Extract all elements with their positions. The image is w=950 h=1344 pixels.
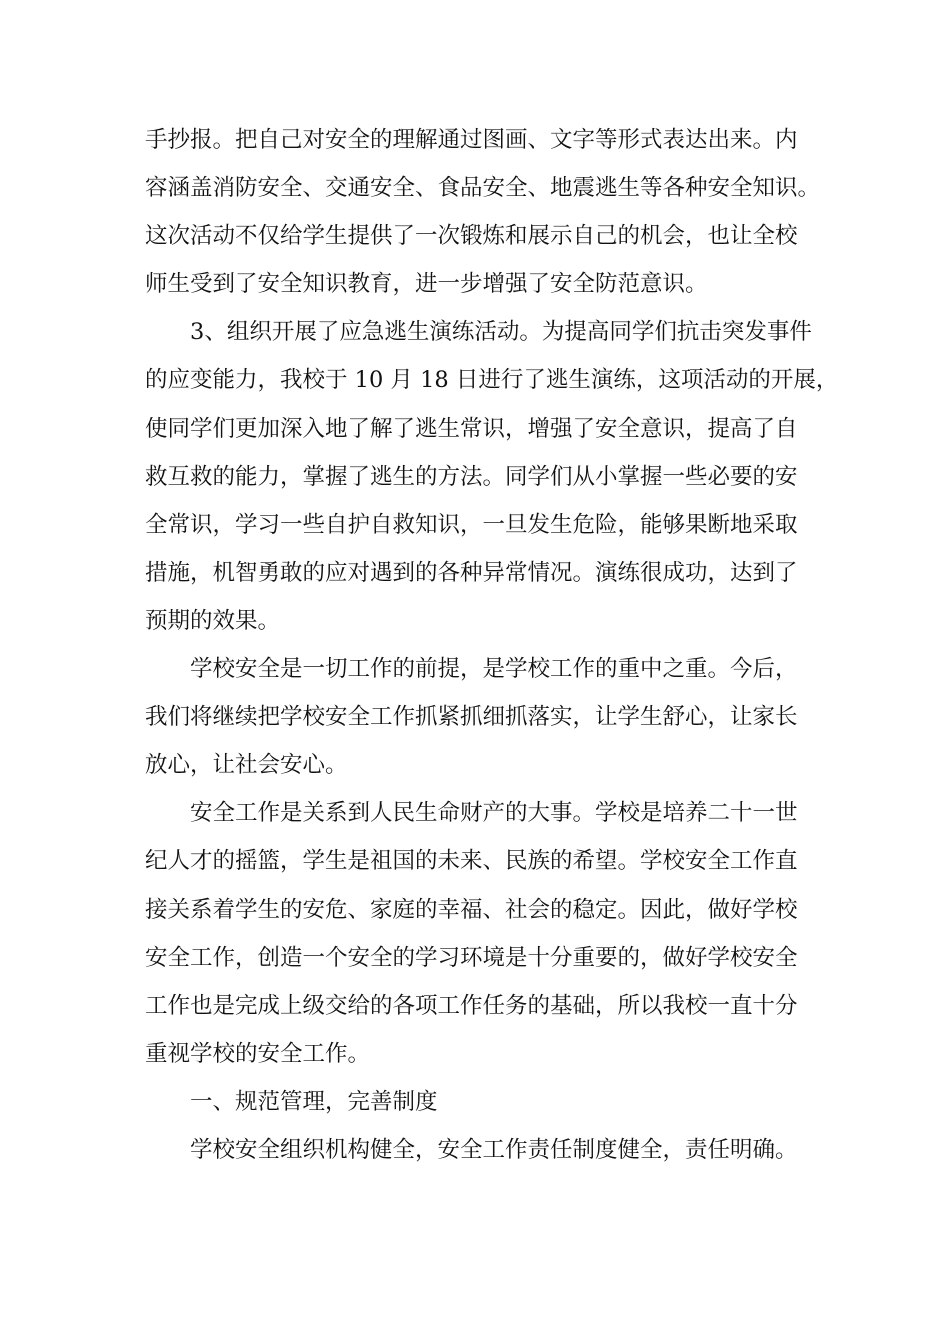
text-line: 重视学校的安全工作。	[145, 1040, 371, 1067]
document-body	[145, 116, 839, 1174]
text-line: 预期的效果。	[145, 607, 281, 634]
text-line: 全常识，学习一些自护自救知识，一旦发生危险，能够果断地采取	[145, 511, 798, 538]
text-line: 工作也是完成上级交给的各项工作任务的基础，所以我校一直十分	[145, 992, 798, 1019]
text-line: 安全工作是关系到人民生命财产的大事。学校是培养二十一世	[190, 800, 798, 827]
text-line: 接关系着学生的安危、家庭的幸福、社会的稳定。因此，做好学校	[145, 896, 798, 923]
text-line: 手抄报。把自己对安全的理解通过图画、文字等形式表达出来。内	[145, 127, 798, 153]
text-line: 学校安全组织机构健全，安全工作责任制度健全，责任明确。	[190, 1136, 798, 1163]
section-heading: 一、规范管理，完善制度	[190, 1088, 438, 1115]
text-line: 容涵盖消防安全、交通安全、食品安全、地震逃生等各种安全知识。	[145, 175, 821, 202]
text-line: 使同学们更加深入地了解了逃生常识，增强了安全意识，提高了自	[145, 415, 798, 442]
text-line: 3、组织开展了应急逃生演练活动。为提高同学们抗击突发事件	[190, 319, 812, 346]
text-line: 放心，让社会安心。	[145, 752, 348, 779]
text-line: 我们将继续把学校安全工作抓紧抓细抓落实，让学生舒心，让家长	[145, 704, 798, 731]
text-line: 救互救的能力，掌握了逃生的方法。同学们从小掌握一些必要的安	[145, 463, 798, 490]
text-line: 这次活动不仅给学生提供了一次锻炼和展示自己的机会，也让全校	[145, 223, 798, 250]
text-line: 的应变能力，我校于 10 月 18 日进行了逃生演练，这项活动的开展，	[145, 367, 839, 394]
text-line: 安全工作，创造一个安全的学习环境是十分重要的，做好学校安全	[145, 944, 798, 971]
text-line: 学校安全是一切工作的前提，是学校工作的重中之重。今后，	[190, 656, 798, 683]
text-line: 措施，机智勇敢的应对遇到的各种异常情况。演练很成功，达到了	[145, 559, 798, 586]
text-line: 师生受到了安全知识教育，进一步增强了安全防范意识。	[145, 271, 708, 298]
text-line: 纪人才的摇篮，学生是祖国的未来、民族的希望。学校安全工作直	[145, 848, 798, 875]
